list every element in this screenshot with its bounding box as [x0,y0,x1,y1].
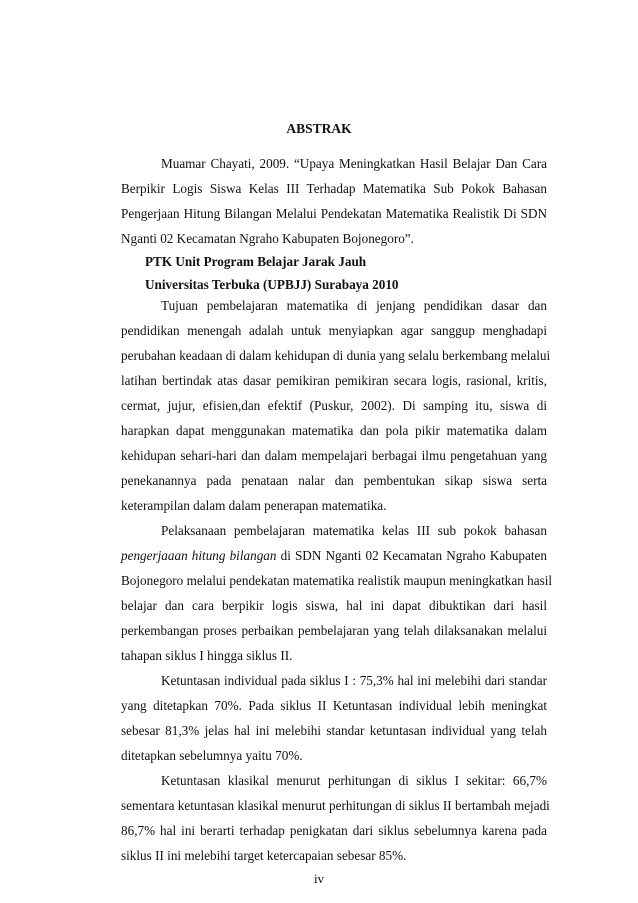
text-line-mixed [121,548,547,564]
text-line: Ketuntasan klasikal menurut perhitungan di siklus I sekitar: 66,7% [161,773,547,788]
text-segment: di SDN Nganti 02 Kecamatan Ngraho Kabupaten [276,548,547,563]
text-line: Tujuan pembelajaran matematika di jenjang pendidikan dasar dan [161,298,547,313]
text-line: yang ditetapkan 70%. Pada siklus II Ketuntasan individual lebih meningkat [121,698,547,713]
text-line: Pengerjaan Hitung Bilangan Melalui Pendekatan Matematika Realistik Di SDN [121,206,547,221]
text-line: Pelaksanaan pembelajaran matematika kelas III sub pokok bahasan [161,523,547,538]
text-line: Bojonegoro melalui pendekatan matematika realistik maupun meningkatkan hasil [121,573,553,588]
text-line: ditetapkan sebelumnya yaitu 70%. [121,748,303,763]
text-line: perkembangan proses perbaikan pembelajaran yang telah dilaksanakan melalui [121,623,547,638]
text-line: Nganti 02 Kecamatan Ngraho Kabupaten Bojonegoro”. [121,231,414,246]
text-line: siklus II ini melebihi target ketercapaian sebesar 85%. [121,848,407,863]
text-line: Berpikir Logis Siswa Kelas III Terhadap Matematika Sub Pokok Bahasan [121,181,547,196]
text-line: pendidikan menengah adalah untuk menyiapkan agar sanggup menghadapi [121,323,547,338]
text-line: latihan bertindak atas dasar pemikiran pemikiran secara logis, rasional, kritis, [121,373,547,388]
text-line: keterampilan dalam dalam penerapan matematika. [121,498,387,513]
text-line: kehidupan sehari-hari dan dalam mempelajari berbagai ilmu pengetahuan yang [121,448,547,463]
text-line: tahapan siklus I hingga siklus II. [121,648,293,663]
text-line: penekanannya pada penataan nalar dan pembentukan sikap siswa serta [121,473,547,488]
text-line: 86,7% hal ini berarti terhadap penigkatan dari siklus sebelumnya karena pada [121,823,547,838]
text-line: belajar dan cara berpikir logis siswa, hal ini dapat dibuktikan dari hasil [121,598,547,613]
text-line: sementara ketuntasan klasikal menurut perhitungan di siklus II bertambah mejadi [121,798,550,813]
abstract-title: ABSTRAK [286,121,352,136]
text-line: Ketuntasan individual pada siklus I : 75,3% hal ini melebihi dari standar [161,673,547,688]
institution-line: Universitas Terbuka (UPBJJ) Surabaya 2010 [145,277,399,292]
text-line: perubahan keadaan di dalam kehidupan di dunia yang selalu berkembang melalui [121,348,551,363]
page-number: iv [313,871,325,886]
text-line: sebesar 81,3% jelas hal ini melebihi standar ketuntasan individual yang telah [121,723,547,738]
institution-line: PTK Unit Program Belajar Jarak Jauh [145,254,367,269]
text-line: cermat, jujur, efisien,dan efektif (Puskur, 2002). Di samping itu, siswa di [121,398,547,413]
text-line: Muamar Chayati, 2009. “Upaya Meningkatkan Hasil Belajar Dan Cara [161,156,547,171]
italic-term: pengerjaaan hitung bilangan [121,548,277,563]
text-line: harapkan dapat menggunakan matematika dan pola pikir matematika dalam [121,423,547,438]
